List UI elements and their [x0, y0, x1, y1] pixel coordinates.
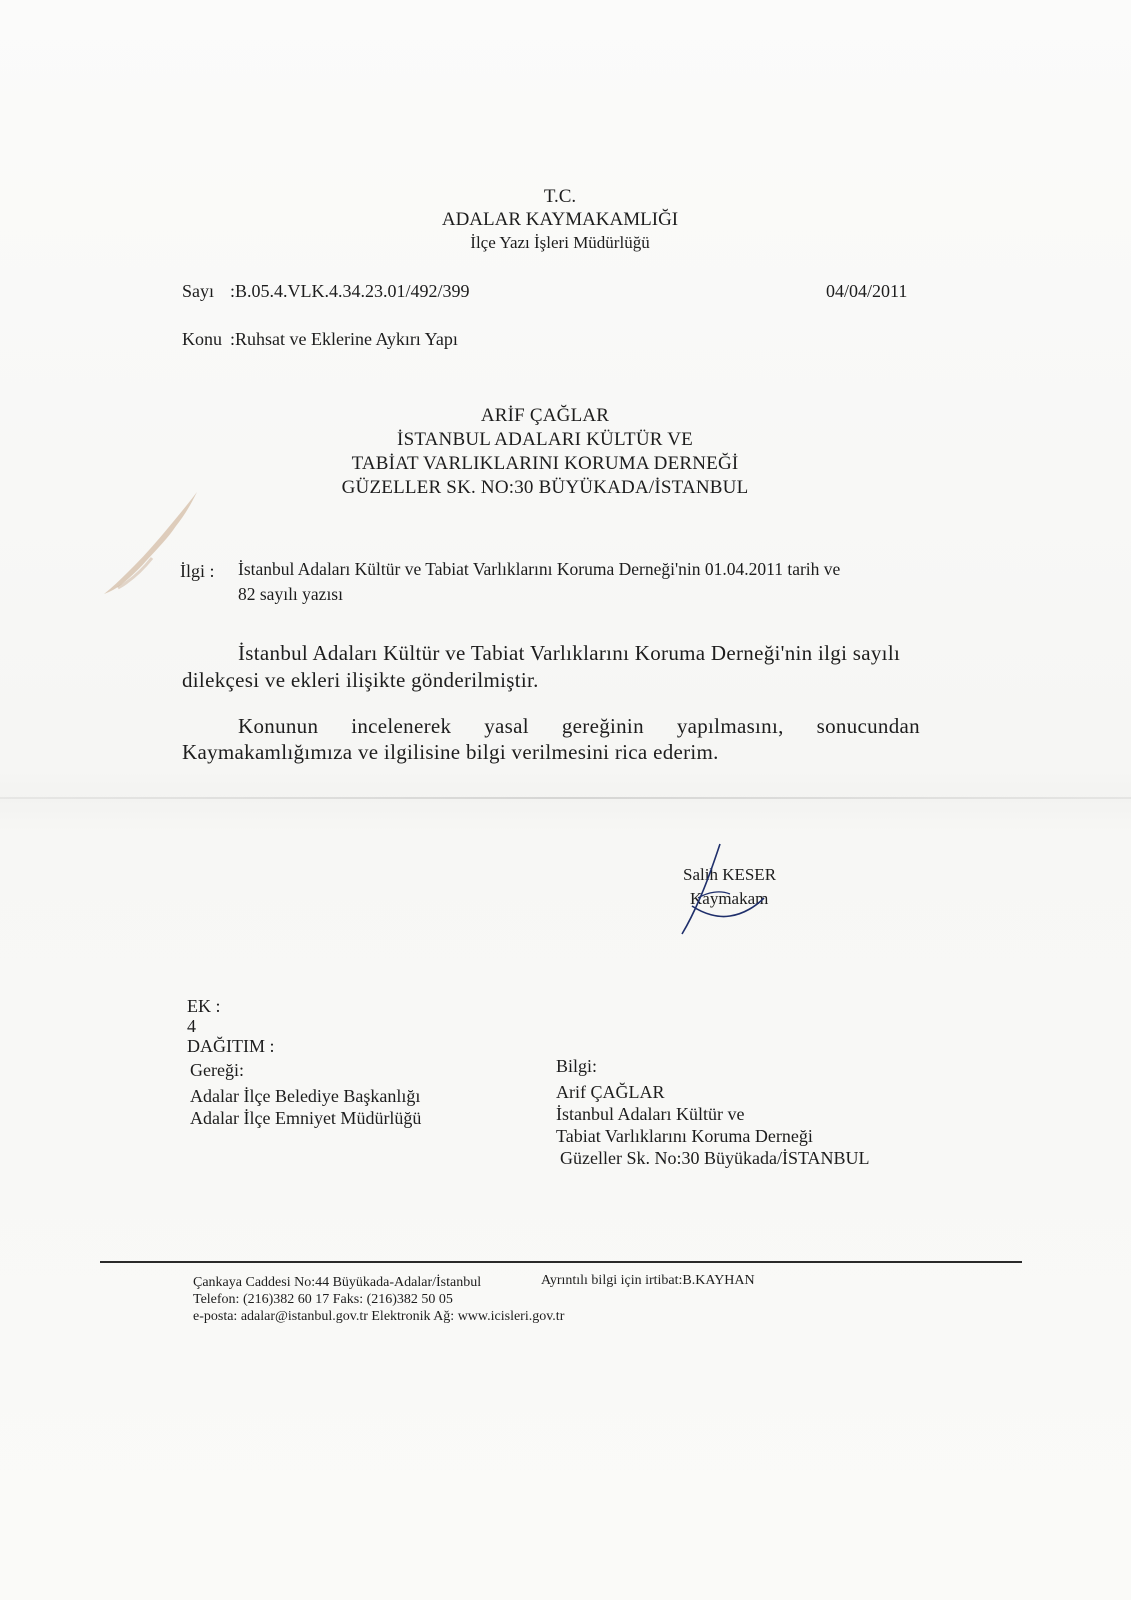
- footer-divider: [100, 1261, 1022, 1263]
- recipient-address: GÜZELLER SK. NO:30 BÜYÜKADA/İSTANBUL: [341, 477, 749, 498]
- geregi-label: Gereği:: [190, 1060, 244, 1080]
- body-p1-line2: dilekçesi ve ekleri ilişikte gönderilmiştir.: [182, 668, 539, 692]
- bilgi-item: Arif ÇAĞLAR: [556, 1082, 665, 1102]
- body-p2-word: yasal: [484, 714, 529, 738]
- geregi-item: Adalar İlçe Belediye Başkanlığı: [190, 1086, 421, 1106]
- body-p2-word: incelenerek: [351, 714, 452, 738]
- body-p2-word: gereğinin: [561, 714, 644, 738]
- dagitim-label: DAĞITIM :: [187, 1036, 275, 1056]
- footer-email-web: e-posta: adalar@istanbul.gov.tr Elektronik Ağ: www.icisleri.gov.tr: [193, 1309, 565, 1324]
- ek-label: EK :: [187, 996, 221, 1016]
- coffee-stain-mark: [92, 488, 212, 608]
- handwritten-signature: [668, 838, 788, 938]
- sayi-value: :B.05.4.VLK.4.34.23.01/492/399: [230, 281, 470, 301]
- body-p2-word: Konunun: [238, 714, 319, 738]
- ilgi-line1: İstanbul Adaları Kültür ve Tabiat Varlıklarını Koruma Derneği'nin 01.04.2011 tarih ve: [238, 559, 841, 579]
- paper-fold-line: [0, 797, 1131, 799]
- recipient-name: ARİF ÇAĞLAR: [480, 405, 610, 426]
- footer-phone: Telefon: (216)382 60 17 Faks: (216)382 50 05: [193, 1292, 453, 1307]
- bilgi-item: Güzeller Sk. No:30 Büyükada/İSTANBUL: [560, 1148, 870, 1168]
- recipient-org-line1: İSTANBUL ADALARI KÜLTÜR VE: [397, 429, 693, 450]
- bilgi-item: İstanbul Adaları Kültür ve: [556, 1104, 745, 1124]
- footer-contact: Ayrıntılı bilgi için irtibat:B.KAYHAN: [541, 1273, 755, 1288]
- geregi-item: Adalar İlçe Emniyet Müdürlüğü: [190, 1108, 422, 1128]
- konu-label: Konu: [182, 329, 222, 349]
- bilgi-label: Bilgi:: [556, 1056, 598, 1076]
- body-p2-word: sonucundan: [816, 714, 920, 738]
- ilgi-line2: 82 sayılı yazısı: [238, 584, 343, 604]
- header-mudurluk: İlçe Yazı İşleri Müdürlüğü: [470, 233, 650, 252]
- signer-name: Salih KESER: [683, 865, 777, 884]
- ilgi-label: İlgi :: [180, 561, 215, 581]
- bilgi-item: Tabiat Varlıklarını Koruma Derneği: [556, 1126, 813, 1146]
- body-p1-line1: İstanbul Adaları Kültür ve Tabiat Varlıklarını Koruma Derneği'nin ilgi sayılı: [238, 641, 901, 665]
- recipient-org-line2: TABİAT VARLIKLARINI KORUMA DERNEĞİ: [351, 453, 739, 474]
- footer-address: Çankaya Caddesi No:44 Büyükada-Adalar/İstanbul: [193, 1275, 482, 1290]
- document-date: 04/04/2011: [826, 281, 908, 301]
- sayi-label: Sayı: [182, 281, 215, 301]
- ek-value: 4: [187, 1016, 196, 1036]
- body-p2-word: yapılmasını,: [676, 714, 784, 738]
- body-p2-line1: [238, 714, 920, 739]
- konu-value: :Ruhsat ve Eklerine Aykırı Yapı: [230, 329, 458, 349]
- signer-title: Kaymakam: [690, 889, 769, 908]
- body-p2-line2: Kaymakamlığımıza ve ilgilisine bilgi verilmesini rica ederim.: [182, 740, 719, 764]
- header-tc: T.C.: [543, 186, 577, 207]
- header-kaymakamlik: ADALAR KAYMAKAMLIĞI: [441, 209, 679, 230]
